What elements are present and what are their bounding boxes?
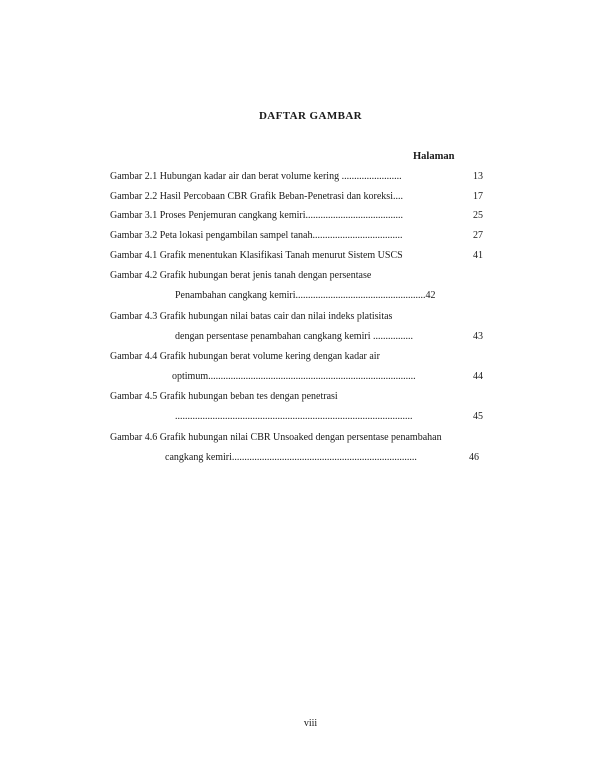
figure-entry-continuation: cangkang kemiri..........................................................................: [165, 452, 417, 463]
figure-entry-page: 13: [473, 171, 483, 182]
figure-entry-title: Gambar 4.3 Grafik hubungan nilai batas cair dan nilai indeks platisitas: [110, 311, 393, 322]
figure-entry-page: 41: [473, 250, 483, 261]
figure-entry-continuation: Penambahan cangkang kemiri....................................................42: [175, 290, 436, 301]
figure-entry-title: Gambar 4.4 Grafik hubungan berat volume kering dengan kadar air: [110, 351, 380, 362]
figure-entry-title: Gambar 2.2 Hasil Percobaan CBR Grafik Beban-Penetrasi dan koreksi....: [110, 191, 403, 202]
figure-entry-title: Gambar 3.1 Proses Penjemuran cangkang kemiri.......................................: [110, 210, 404, 221]
figure-entry-continuation: optimum...................................................................................: [172, 371, 416, 382]
page-number: viii: [303, 718, 318, 729]
figure-entry-page: 25: [473, 210, 483, 221]
figure-entry-page: 44: [473, 371, 483, 382]
page-title: DAFTAR GAMBAR: [258, 110, 363, 122]
figure-entry-title: Gambar 3.2 Peta lokasi pengambilan sampel tanah....................................: [110, 230, 403, 241]
figure-entry-page: 27: [473, 230, 483, 241]
figure-entry-page: 17: [473, 191, 483, 202]
figure-entry-title: Gambar 4.1 Grafik menentukan Klasifikasi Tanah menurut Sistem USCS: [110, 250, 403, 261]
figure-entry-title: Gambar 4.6 Grafik hubungan nilai CBR Unsoaked dengan persentase penambahan: [110, 432, 442, 443]
figure-entry-title: Gambar 2.1 Hubungan kadar air dan berat volume kering ........................: [110, 171, 402, 182]
figure-entry-title: Gambar 4.5 Grafik hubungan beban tes dengan penetrasi: [110, 391, 338, 402]
page-column-header: Halaman: [413, 151, 455, 162]
figure-entry-title: Gambar 4.2 Grafik hubungan berat jenis tanah dengan persentase: [110, 270, 372, 281]
figure-entry-page: 46: [469, 452, 479, 463]
figure-entry-continuation: ...............................................................................................: [175, 411, 413, 422]
figure-entry-continuation: dengan persentase penambahan cangkang kemiri ................: [175, 331, 413, 342]
figure-entry-page: 45: [473, 411, 483, 422]
figure-entry-page: 43: [473, 331, 483, 342]
